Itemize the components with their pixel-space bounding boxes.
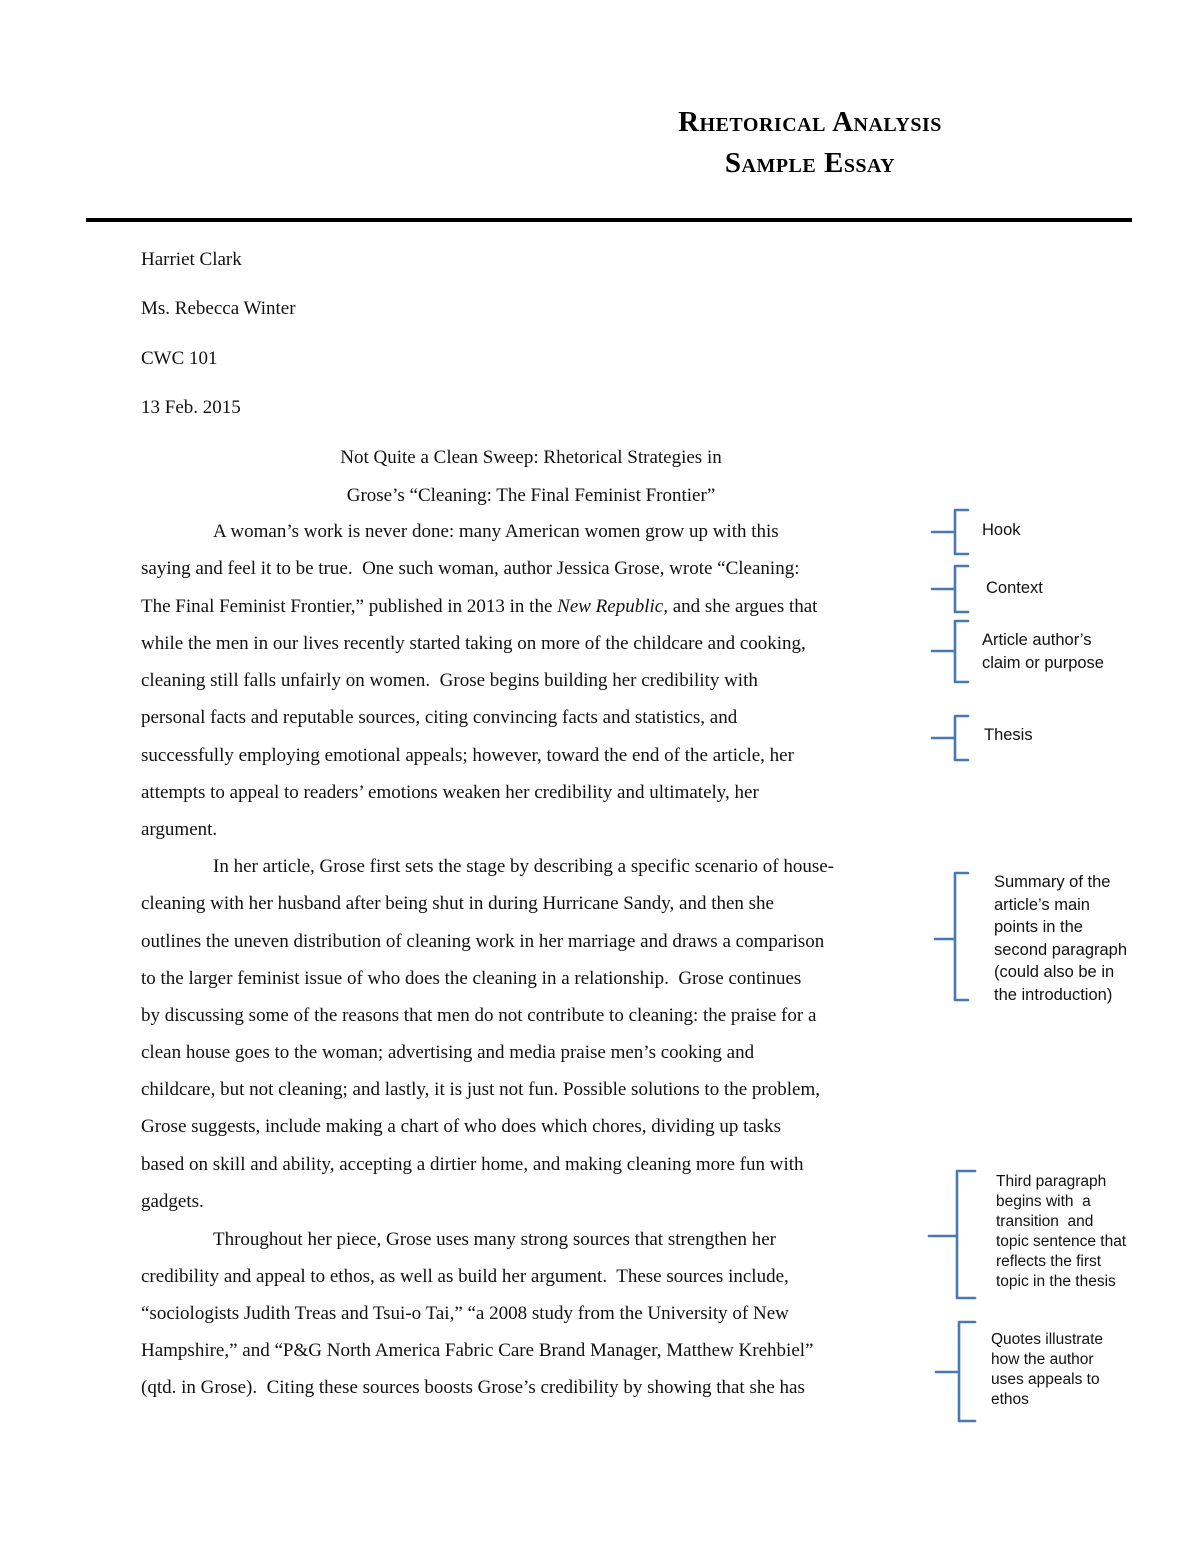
publication-name: New Republic, — [557, 596, 668, 617]
body-line: “sociologists Judith Treas and Tsui-o Tai,” “a 2008 study from the University of New — [141, 1303, 789, 1324]
body-line: A woman’s work is never done: many American women grow up with this — [213, 521, 779, 542]
body-text: The Final Feminist Frontier,” published in 2013 in the — [141, 596, 558, 617]
body-line: credibility and appeal to ethos, as well as build her argument. These sources include, — [141, 1266, 789, 1287]
annotation-claim: Article author’s claim or purpose — [982, 631, 1104, 672]
annotation-summary: Summary of the article’s main points in the second paragraph (could also be in the introduction) — [994, 873, 1128, 1004]
body-line: by discussing some of the reasons that men do not contribute to cleaning: the praise for a — [141, 1005, 817, 1026]
annotation-hook: Hook — [982, 521, 1021, 539]
instructor-name: Ms. Rebecca Winter — [141, 298, 296, 319]
body-line: to the larger feminist issue of who does the cleaning in a relationship. Grose continues — [141, 968, 802, 989]
body-line: cleaning with her husband after being shut in during Hurricane Sandy, and then she — [141, 893, 774, 914]
summary-bracket-icon — [935, 873, 968, 1000]
body-line: Throughout her piece, Grose uses many strong sources that strengthen her — [213, 1229, 776, 1250]
body-line: (qtd. in Grose). Citing these sources boosts Grose’s credibility by showing that she has — [141, 1377, 805, 1398]
third-paragraph-bracket-icon — [929, 1171, 975, 1298]
body-line: gadgets. — [141, 1191, 204, 1212]
context-bracket-icon — [932, 566, 968, 612]
body-line: cleaning still falls unfairly on women. Grose begins building her credibility with — [141, 670, 758, 691]
essay-title-line-2: Grose’s “Cleaning: The Final Feminist Frontier” — [346, 485, 716, 506]
quotes-bracket-icon — [936, 1322, 975, 1421]
annotation-thesis: Thesis — [984, 726, 1033, 744]
body-line: outlines the uneven distribution of cleaning work in her marriage and draws a comparison — [141, 931, 825, 952]
document-title-line-2: Sample Essay — [724, 147, 896, 179]
document-title-line-1: Rhetorical Analysis — [678, 106, 942, 138]
essay-title-line-1: Not Quite a Clean Sweep: Rhetorical Strategies in — [340, 447, 722, 468]
claim-bracket-icon — [932, 621, 968, 682]
thesis-bracket-icon — [932, 716, 968, 760]
annotation-quotes: Quotes illustrate how the author uses appeals to ethos — [991, 1331, 1103, 1408]
essay-date: 13 Feb. 2015 — [141, 397, 241, 418]
body-line: based on skill and ability, accepting a dirtier home, and making cleaning more fun with — [141, 1154, 804, 1175]
body-line: argument. — [141, 819, 218, 840]
body-text: and she argues that — [667, 596, 818, 617]
body-line: personal facts and reputable sources, citing convincing facts and statistics, and — [141, 707, 738, 728]
hook-bracket-icon — [932, 510, 968, 554]
body-line: In her article, Grose first sets the stage by describing a specific scenario of house- — [213, 856, 834, 877]
body-line: childcare, but not cleaning; and lastly, it is just not fun. Possible solutions to the problem, — [141, 1079, 820, 1100]
course-name: CWC 101 — [141, 348, 218, 369]
student-name: Harriet Clark — [141, 249, 242, 270]
body-line: clean house goes to the woman; advertising and media praise men’s cooking and — [141, 1042, 755, 1063]
body-line: attempts to appeal to readers’ emotions weaken her credibility and ultimately, her — [141, 782, 759, 803]
annotation-context: Context — [986, 579, 1043, 597]
body-line: Hampshire,” and “P&G North America Fabric Care Brand Manager, Matthew Krehbiel” — [141, 1340, 814, 1361]
annotation-third-paragraph: Third paragraph begins with a transition and topic sentence that reflects the first topic in the thesis — [996, 1173, 1127, 1290]
body-line: while the men in our lives recently started taking on more of the childcare and cooking, — [141, 633, 806, 654]
body-line: successfully employing emotional appeals; however, toward the end of the article, her — [141, 745, 794, 766]
body-line: Grose suggests, include making a chart of who does which chores, dividing up tasks — [141, 1116, 782, 1137]
body-line: saying and feel it to be true. One such woman, author Jessica Grose, wrote “Cleaning: — [141, 558, 800, 579]
